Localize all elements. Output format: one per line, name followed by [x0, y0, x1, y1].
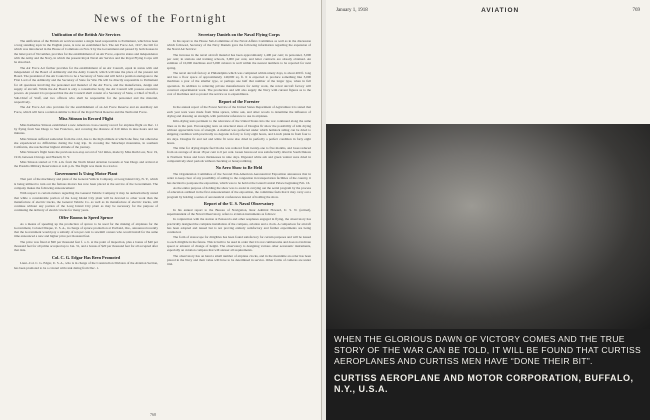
issue-date: January 1, 1918: [336, 7, 368, 13]
right-column: [167, 30, 311, 410]
article-paragraph: Lieut.-Col. C. G. Edgar, U. S. A., who is in charge of the Construction Division of the Aviation Section, has been promoted to be a colonel with rank dating from Dec. 1.: [14, 261, 158, 270]
article-paragraph: The Air Force Act further provides for the establishment of an Air Council, equal in status with and independent of the Board of Admiralty and the Army Council, which will take the place of the present Air Board. The president of the Air Council is to be a Secretary of State and will hold a position analogous to the First Lord of the Admiralty and the Secretary of State for War. He will be directly responsible to Parliament for all questions involving the personnel and materiel of the Air Force, and the manufacture, design and supply of aircraft. While the Air Board is only a consultative body, the Air Council will possess executive powers. At present it is proposed that the Air Council shall consist of a Secretary of State, a Chief of Staff, a Sub-Chief of Staff, and two officers who shall be responsible for the personnel and the materiel, respectively.: [14, 65, 158, 104]
left-page: [0, 0, 322, 420]
article-heading: No Aero Show to Be Held: [215, 165, 263, 171]
article-paragraph: The observatory has on hand a small number of airplane clocks, and in the meantime an order has been placed in the Navy and their value will have to be determined in service. Other forms of cameras are under trial.: [167, 253, 311, 267]
article-paragraph: In his annual report to the Bureau of Navigation, Rear Admiral Howard, U. S. N. (retired), superintendent of the Naval Observatory, refers to aviation instruments as follows:: [167, 207, 311, 216]
article-paragraph: The Air Force Act also provides for the establishment of an Air Force Reserve and an Auxiliary Air Force, which will have a relation similar to that of the Royal Naval Reserve and the Territorial Force.: [14, 105, 158, 114]
article-paragraph: Miss Stinson suffered somewhat from the cold, due to the high altitude at which she flew, but otherwise she experienced no difficulties during the long trip. In crossing the Tehachapi mountains, in southern California, she reached her highest altitude of the journey.: [14, 136, 158, 150]
article-heading: Offer Rooms to Speed Spruce: [58, 214, 114, 220]
article-paragraph: The Organization Committee of the Second Pan-American Aeronautical Exposition announces that in order to keep clear of any possibility of adding to the congestion in transportation facilities of the country, it has decided to postpone the exposition, which was to be held at the Grand Central Palace beginning Feb. 16.: [167, 172, 311, 185]
article-heading: Report of the U. S. Naval Observatory: [203, 200, 275, 206]
article-paragraph: Miss Stinson started at 7.31 a.m. from the North Island Aviation Grounds at San Diego and arrived at the Presidio Military Reservation at 4.41 p.m. The flight was made in a tractor.: [14, 160, 158, 169]
advertisement-headline: WHEN THE GLORIOUS DAWN OF VICTORY COMES AND THE TRUE STORY OF THE WAR CAN BE TOLD, IT WILL BE FOUND THAT CURTISS AEROPLANES AND CURTISS MEN HAVE “DONE THEIR BIT”.: [334, 334, 642, 366]
article-paragraph: As the entire purpose of holding the show was to assist in carrying out the aerial program by the process of education outlined in the first announcement of the exposition, the committee feels that it may carry out a program by holding a series of aeronautical conferences instead of holding the show.: [167, 186, 311, 199]
page-number: 769: [632, 7, 640, 13]
article-paragraph: As a means of speeding up the production of spruce to be used for the making of airplanes for the Government, Colonel Disque, U. S. A., in charge of spruce production at Portland, Ore., announced recently that the Government would pay a subsidy of ten per cent to sawmill owners who would install for the same time announced a new and higher price per thousand feet.: [14, 221, 158, 239]
page-number: 768: [150, 412, 156, 417]
article-paragraph: With respect to certain rumors regarding the General Vehicle Company it may be authoritatively stated that while a considerable portion of the Long Island City plant will be devoted to other work than the manufacture of electric trucks, the General Vehicle Co. as well as its manufacture of electric trucks, will continue without any portion of the Long Island City plant as may be necessary for the purpose of continuing the delivery of electric trucks for many years.: [14, 191, 158, 213]
article-heading: Unification of the British Air Services: [51, 32, 121, 37]
article-paragraph: The unification of the British air services under a single head responsible to Parliament, which has been a long standing topic in the English press, is now an established fact. The Air Force Act, 1917, the bill for which was introduced in the House of Commons on Nov. 9 by the Government and passed by both houses in the latter part of November, provides for the establishment of an Air Force, equal in status and independence with the Army and the Navy, in which the present Royal Naval Air Service and the Royal Flying Corps will be absorbed.: [14, 38, 158, 65]
left-column: [14, 30, 158, 410]
article-paragraph: The form of statoscope for dirigibles has been found satisfactory for certain purposes and will be issued to each dirigible in the future. This is built to be used in order that it is not cumbersome and does not indicate speed or amount of change of height. The observatory is designing various other aeronautic instruments, especially an aviation compass that will answer all requirements.: [167, 235, 311, 253]
article-paragraph: In his report to the House Sub-Committee of the Naval Affairs Committee as well as in the discussion which followed, Secretary of the Navy Daniels gave the following information regarding the expansion of the Naval Air Service:: [167, 38, 311, 52]
article-paragraph: In conjunction with the station at Pensacola and other seaplanes engaged in flying, the observatory has practically designed the complete installation of the compass, aviation and a clock. A comparison for aircraft has been adopted and issued but is not proving entirely satisfactory and further experiments are being conducted.: [167, 217, 311, 235]
advertisement-text: [334, 334, 644, 395]
article-paragraph: In the annual report of the Forest Service of the United States Department of Agriculture it is stated that each year tests were made from Sitka spruce, white oak, and other woods to determine the influence of drying and dressing on strength, with particular reference to use in airplanes.: [167, 105, 311, 119]
article-heading: Report of the Forester: [218, 98, 260, 104]
article-heading: Miss Stinson in Record Flight: [58, 115, 114, 121]
advertisement-company: CURTISS AEROPLANE AND MOTOR CORPORATION, BUFFALO, N.Y., U.S.A.: [334, 373, 634, 394]
curtiss-advertisement: [326, 124, 650, 420]
article-paragraph: Kiln-drying tests pertinent to the relevance of the United States into the war continued along the same lines as in the past. Encouraging tests on structural sizes of Douglas fir show the possibility of kiln drying without appreciable loss of strength. A method was perfected under which hemlock siding can be dried to shipping condition with practically no degrade in forty to forty eight hours, and 2-inch plank in from four to six days. Douglas fir and red and white fir were also dried in perfectly a perfect condition in forty eight hours.: [167, 119, 311, 145]
article-heading: Col. C. G. Edgar Has Been Promoted: [51, 254, 121, 260]
article-paragraph: Miss Stinson's flight beats the previous non-stop record of 512 miles, made by Miss Ruth Law, Nov. 19, 1916, between Chicago and Hornell, N. Y.: [14, 150, 158, 159]
article-paragraph: The increase in the naval aircraft material has been approximately 1,400 per cent; in personnel, 3,000 per cent; in stations and training schools, 3,000 per cent, and letter contracts are already obtained. An estimate of 10,000 machines and 5,000 aviators is well within the nearest numbers to be reported for next spring.: [167, 52, 311, 70]
article-paragraph: The naval aircraft factory at Philadelphia which was completed within ninety days, is about 400 ft. long and has a floor space of approximately 140,000 sq. ft. It is expected to produce something like 3,000 machines a year of the smaller type, or perhaps one half that number of the larger type, when in full operation. In addition to relieving private manufacturers for Army work, the naval aircraft factory will construct experimental work. The production and will also supply the Navy with current figures as to the cost of machines and so protect the service as to expenditures.: [167, 70, 311, 97]
running-header: [336, 5, 640, 15]
page-title: News of the Fortnight: [94, 13, 227, 25]
article-heading: Secretary Daniels on the Naval Flying Corps: [198, 32, 280, 37]
article-paragraph: The time for drying maple fuel blocks was reduced from twenty-one to five months, and loses reduced from an average of about 18 per cent to 6 per cent. Green basswood was satisfactorily dried in South Dakota is Northern Texas and Iowa thicknesses in nine days. Digested white ash and green walnut were dried in comparatively short periods without checking or honeycombing.: [167, 146, 311, 164]
left-page-columns: [14, 30, 311, 410]
article-heading: Government Is Using Motor Plant: [54, 170, 118, 176]
article-paragraph: Miss Katherine Stinson established a new American cross-country record for airplane flight on Dec. 11 by flying from San Diego to San Francisco, and covering the distance of 610 miles in nine hours and ten minutes.: [14, 122, 158, 136]
article-paragraph: The price was fixed at $90 per thousand feet f. o. b. at the point of inspection, plus a bonus of $40 per thousand feet for all prime accepted up to Jan. 31, and a bonus of $20 per thousand feet for all accepted after that date.: [14, 239, 158, 253]
magazine-name: AVIATION: [481, 6, 520, 14]
advertisement-photo: [326, 124, 650, 329]
article-paragraph: That part of the machinery and plant of the General Vehicle Company, at Long Island City, N. Y., which is being utilized to turn out the famous motors has now been placed at the service of the Government. The company makes the following announcement:: [14, 177, 158, 190]
